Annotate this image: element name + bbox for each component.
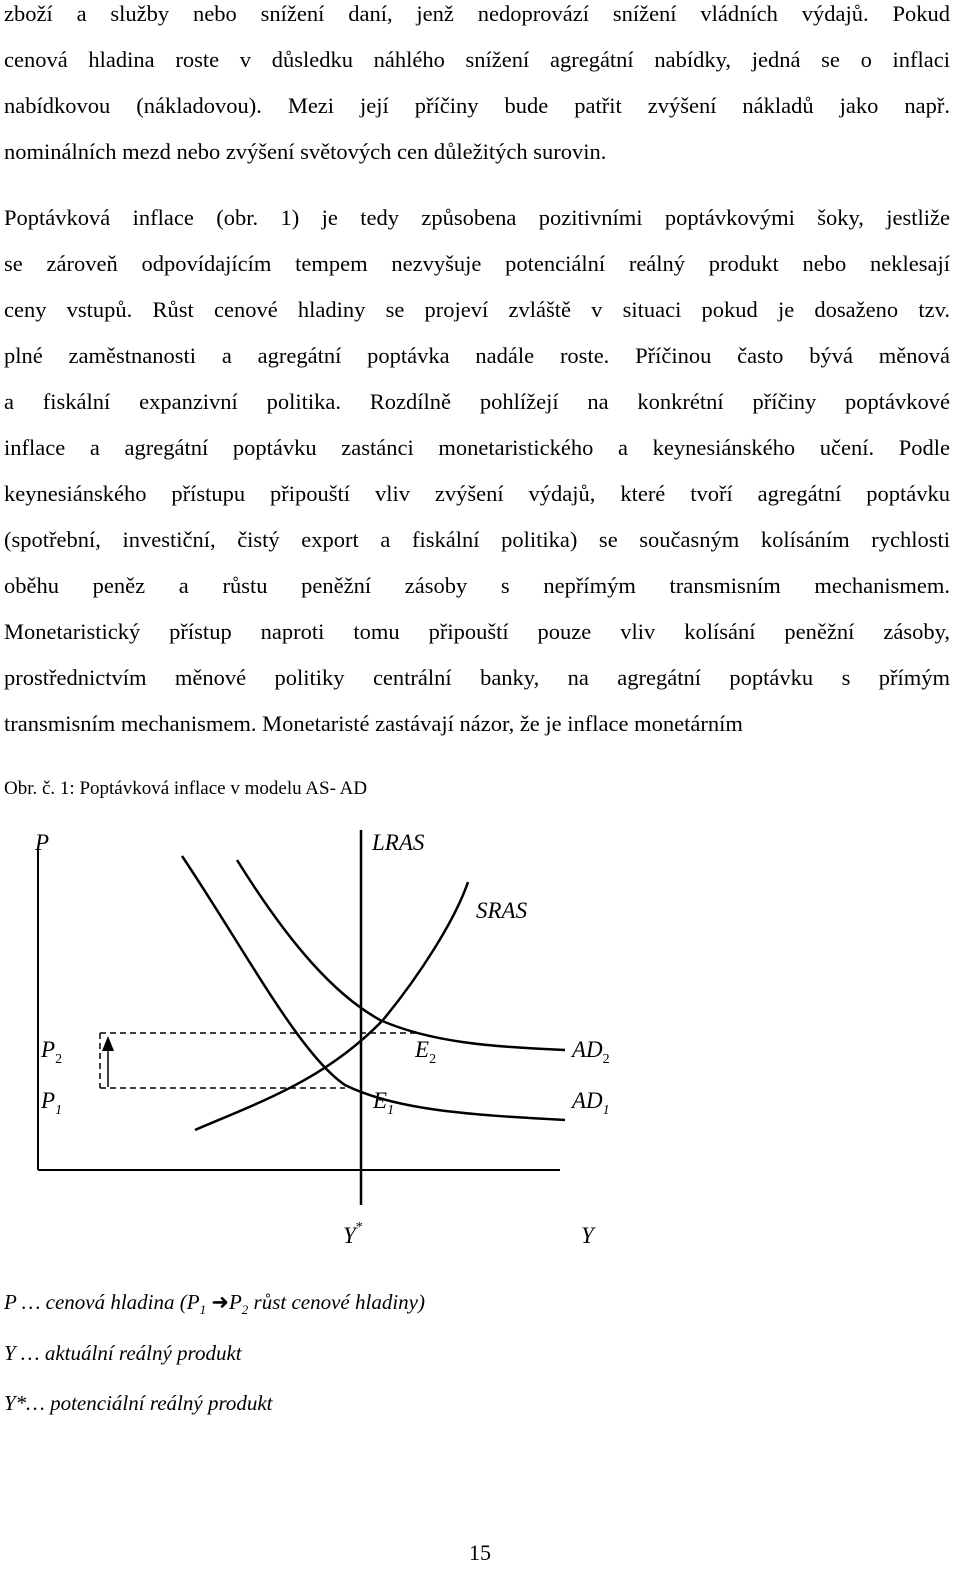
legend-potential-output: Y*… potenciální reálný produkt <box>4 1391 273 1415</box>
text-line: zboží a služby nebo snížení daní, jenž nedoprovází snížení vládních výdajů. Pokud <box>4 1 950 26</box>
text-line: nabídkovou (nákladovou). Mezi její příčiny bude patřit zvýšení nákladů jako např. <box>4 93 950 118</box>
right-arrow-icon: ➜ <box>211 1290 229 1314</box>
page-number: 15 <box>469 1540 491 1565</box>
lras-label: LRAS <box>372 830 425 855</box>
text-line: oběhu peněz a růstu peněžní zásoby s nepřímým transmisním mechanismem. <box>4 573 950 598</box>
ad2-curve <box>237 860 565 1050</box>
legend-actual-output: Y … aktuální reálný produkt <box>4 1341 242 1365</box>
text-line: ceny vstupů. Růst cenové hladiny se projeví zvláště v situaci pokud je dosaženo tzv. <box>4 297 950 322</box>
text-line: Monetaristický přístup naproti tomu připouští pouze vliv kolísání peněžní zásoby, <box>4 619 950 644</box>
text-line: nominálních mezd nebo zvýšení světových cen důležitých surovin. <box>4 139 607 164</box>
legend-price-level: P … cenová hladina ($P_1$ $➜P_2$ růst cenové hladiny) <box>4 1290 425 1318</box>
text-line: (spotřební, investiční, čistý export a fiskální politika) se současným kolísáním rychlosti <box>4 527 950 552</box>
text-line: Poptávková inflace (obr. 1) je tedy způsobena pozitivními poptávkovými šoky, jestliže <box>4 205 950 230</box>
text-line: prostřednictvím měnové politiky centrální banky, na agregátní poptávku s přímým <box>4 665 950 690</box>
e1-label: $E_1$ <box>373 1088 395 1118</box>
ad1-curve <box>182 856 565 1120</box>
text-line: keynesiánského přístupu připouští vliv zvýšení výdajů, které tvoří agregátní poptávku <box>4 481 950 506</box>
text-line: se zároveň odpovídajícím tempem nezvyšuje potenciální reálný produkt nebo neklesají <box>4 251 950 276</box>
as-ad-diagram <box>0 810 700 1260</box>
figure-caption: Obr. č. 1: Poptávková inflace v modelu AS- AD <box>4 778 368 799</box>
ad2-label: $AD_2$ <box>572 1037 610 1067</box>
y-axis-label: P <box>35 830 50 855</box>
sras-curve <box>195 882 468 1130</box>
text-line: inflace a agregátní poptávku zastánci monetaristického a keynesiánského učení. Podle <box>4 435 950 460</box>
text-line: cenová hladina roste v důsledku náhlého snížení agregátní nabídky, jedná se o inflaci <box>4 47 950 72</box>
text-line: transmisním mechanismem. Monetaristé zastávají názor, že je inflace monetárním <box>4 711 743 736</box>
e2-label: $E_2$ <box>415 1037 437 1067</box>
paragraph-demand-inflation <box>4 195 950 747</box>
sras-label: SRAS <box>476 898 528 923</box>
paragraph-supply-inflation <box>4 0 950 175</box>
arrowhead-icon <box>102 1036 114 1051</box>
ad1-label: $AD_1$ <box>572 1088 610 1118</box>
text-line: plné zaměstnanosti a agregátní poptávka nadále roste. Příčinou často bývá měnová <box>4 343 950 368</box>
p2-label: $P_2$ <box>41 1037 63 1067</box>
x-axis-label: Y <box>581 1223 594 1248</box>
text-line: a fiskální expanzivní politika. Rozdílně pohlížejí na konkrétní příčiny poptávkové <box>4 389 950 414</box>
p1-label: $P_1$ <box>41 1088 63 1118</box>
ystar-label: Y* <box>343 1220 363 1248</box>
